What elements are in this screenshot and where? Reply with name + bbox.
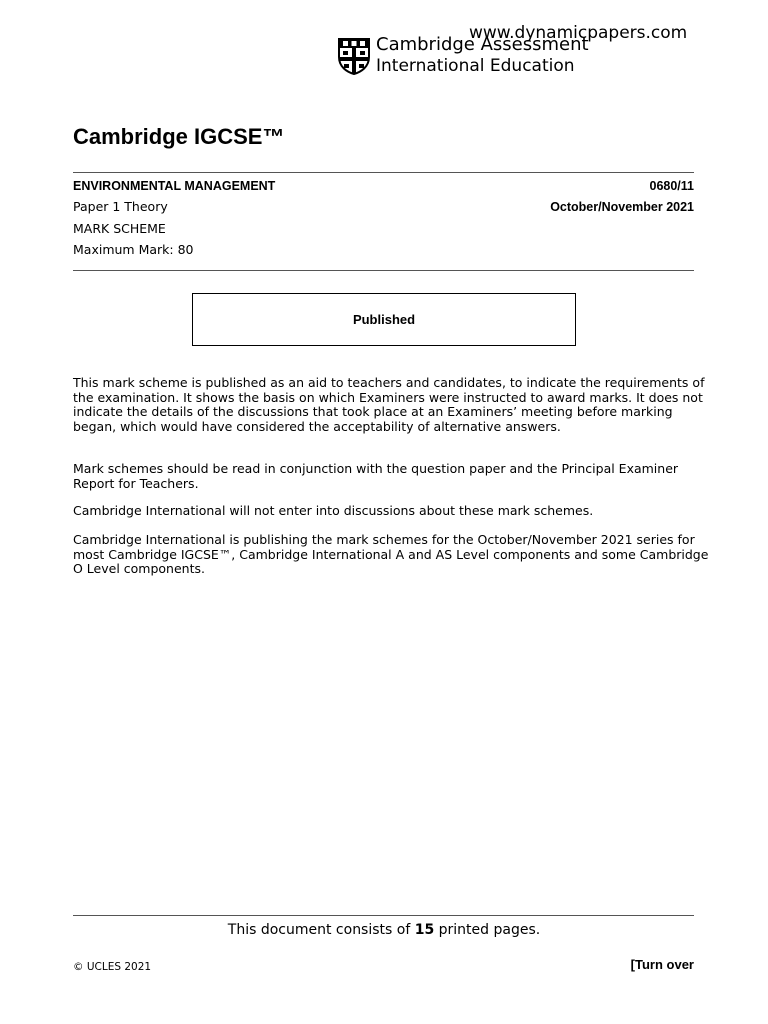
paragraph-conjunction: Mark schemes should be read in conjunction with the question paper and the Principal Examiner Report for Teachers.: [73, 461, 679, 491]
status-box: [192, 293, 576, 346]
logo-text-assessment: Cambridge Assessment: [376, 34, 589, 55]
paragraph-discussions: Cambridge International will not enter into discussions about these mark schemes.: [73, 503, 594, 518]
watermark-url: www.dynamicpapers.com: [469, 23, 688, 43]
logo-text-international: International Education: [376, 56, 575, 76]
paragraph-publishing: Cambridge International is publishing the mark schemes for the October/November 2021 series for most Cambridge IGCSE™, Cambridge International A and AS Level components and some Cambridge O Level components.: [73, 532, 709, 576]
page-title: Cambridge IGCSE™: [73, 124, 285, 149]
footer-rule: [73, 915, 694, 916]
status-label: Published: [352, 312, 416, 327]
page-count-prefix: This document consists of: [227, 922, 415, 938]
page-count-suffix: printed pages.: [434, 922, 541, 938]
turn-over-label: [Turn over: [630, 957, 694, 972]
paper-name: Paper 1 Theory: [73, 199, 168, 214]
exam-session: October/November 2021: [550, 200, 694, 214]
cambridge-crest-icon: [337, 37, 371, 75]
syllabus-code: 0680/11: [649, 179, 694, 193]
subject-name: ENVIRONMENTAL MANAGEMENT: [73, 179, 276, 193]
page-count-number: 15: [414, 922, 435, 938]
copyright-notice: © UCLES 2021: [73, 961, 152, 973]
top-rule: [73, 172, 694, 173]
page-count-note: [0, 921, 768, 939]
paragraph-purpose: This mark scheme is published as an aid to teachers and candidates, to indicate the requirements of the examination. It shows the basis on which Examiners were instructed to award marks. It does not indicate the details of the discussions that took place at an Examiners’ meeting before marking began, which would have considered the acceptability of alternative answers.: [73, 375, 705, 434]
document-type: MARK SCHEME: [73, 221, 166, 236]
maximum-mark: Maximum Mark: 80: [73, 242, 194, 257]
meta-rule: [73, 270, 694, 271]
